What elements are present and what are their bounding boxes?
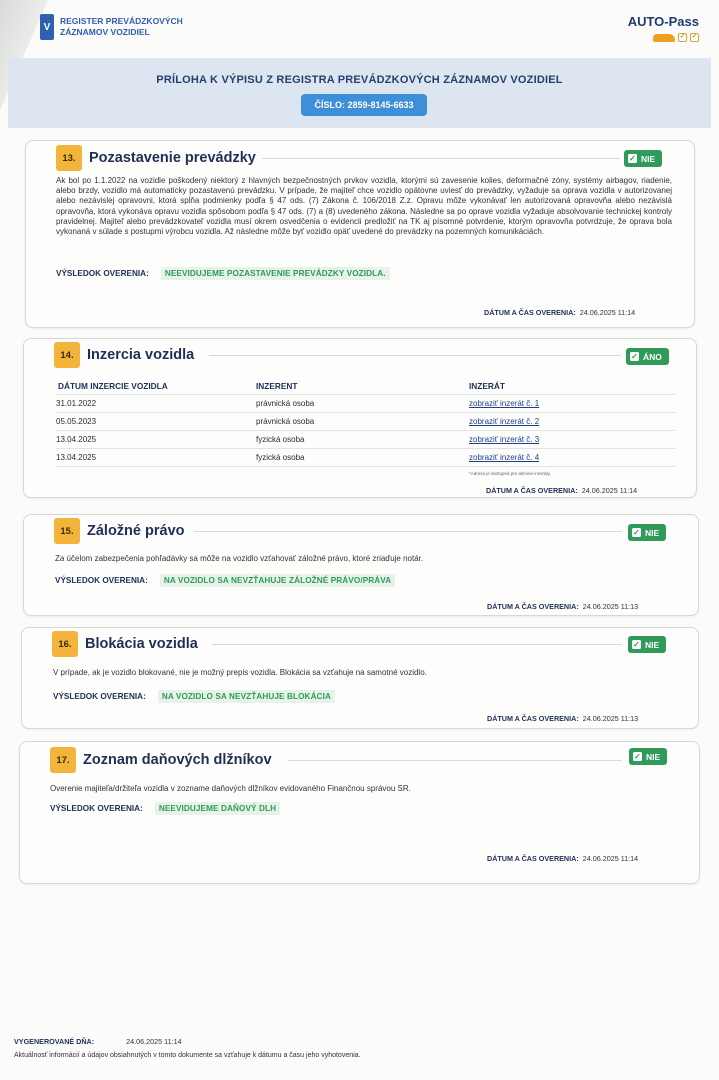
date-value: 24.06.2025 11:14 xyxy=(582,854,639,863)
result-label: VÝSLEDOK OVERENIA: xyxy=(53,692,146,701)
column-header-ad: INZERÁT xyxy=(469,381,505,391)
generated-label: VYGENEROVANÉ DŇA: xyxy=(14,1037,95,1046)
section-15-card xyxy=(23,514,699,616)
verification-datetime xyxy=(484,308,635,317)
brand-logo xyxy=(628,14,699,42)
brand-name: AUTO-Pass xyxy=(627,14,699,29)
verification-datetime xyxy=(486,486,637,495)
status-badge-label: NIE xyxy=(645,527,660,538)
section-title: Zoznam daňových dlžníkov xyxy=(83,752,272,768)
verification-result xyxy=(53,690,335,703)
checkbox-icon: ✓ xyxy=(691,33,698,40)
result-label: VÝSLEDOK OVERENIA: xyxy=(55,576,148,585)
generated-date xyxy=(14,1037,182,1046)
result-value: NEEVIDUJEME DAŇOVÝ DLH xyxy=(155,802,280,815)
result-value: NEEVIDUJEME POZASTAVENIE PREVÁDZKY VOZIDLA. xyxy=(161,267,390,280)
divider xyxy=(209,355,621,356)
check-icon: ✓ xyxy=(633,640,640,649)
date-label: DÁTUM A ČAS OVERENIA: xyxy=(487,854,579,863)
status-badge-label: NIE xyxy=(646,751,661,762)
section-17-header xyxy=(50,747,272,773)
status-badge xyxy=(624,150,662,167)
status-badge xyxy=(628,636,666,653)
table-header-row xyxy=(56,377,676,395)
date-label: DÁTUM A ČAS OVERENIA: xyxy=(487,714,579,723)
date-value: 24.06.2025 11:13 xyxy=(582,602,639,611)
status-badge xyxy=(628,524,666,541)
date-value: 24.06.2025 11:14 xyxy=(581,486,638,495)
section-title: Pozastavenie prevádzky xyxy=(89,150,256,166)
registry-name-line1: REGISTER PREVÁDZKOVÝCH xyxy=(60,16,183,26)
table-row xyxy=(56,431,676,449)
result-value: NA VOZIDLO SA NEVZŤAHUJE ZÁLOŽNÉ PRÁVO/PRÁVA xyxy=(160,574,395,587)
status-badge-label: ÁNO xyxy=(643,351,662,362)
view-ad-link[interactable]: zobraziť inzerát č. 4 xyxy=(469,453,540,462)
section-13-card xyxy=(25,140,695,328)
verification-result xyxy=(55,574,395,587)
section-number: 15. xyxy=(54,518,80,544)
ad-advertiser: právnická osoba xyxy=(256,399,315,408)
car-icon xyxy=(653,34,675,42)
view-ad-link[interactable]: zobraziť inzerát č. 2 xyxy=(469,417,540,426)
section-16-card xyxy=(21,627,699,729)
ad-date: 31.01.2022 xyxy=(56,399,97,408)
divider xyxy=(194,531,622,532)
column-header-date: DÁTUM INZERCIE VOZIDLA xyxy=(58,381,168,391)
section-number: 13. xyxy=(56,145,82,171)
verification-datetime xyxy=(487,602,638,611)
footer-note: Aktuálnosť informácií a údajov obsiahnutých v tomto dokumente sa vzťahuje k dátumu a času jeho vyhotovenia. xyxy=(14,1052,361,1059)
section-number: 17. xyxy=(50,747,76,773)
section-14-card xyxy=(23,338,697,498)
ad-date: 13.04.2025 xyxy=(56,453,97,462)
verification-result xyxy=(50,802,280,815)
verification-datetime xyxy=(487,854,638,863)
verification-datetime xyxy=(487,714,638,723)
divider xyxy=(288,760,622,761)
section-description: Overenie majiteľa/držiteľa vozidla v zozname daňových dlžníkov evidovaného Finančnou správou SR. xyxy=(50,784,411,793)
status-badge xyxy=(626,348,669,365)
document-banner xyxy=(8,58,711,128)
ad-date: 13.04.2025 xyxy=(56,435,97,444)
section-title: Inzercia vozidla xyxy=(87,347,195,363)
result-value: NA VOZIDLO SA NEVZŤAHUJE BLOKÁCIA xyxy=(158,690,335,703)
date-value: 24.06.2025 11:14 xyxy=(579,308,636,317)
date-value: 24.06.2025 11:13 xyxy=(582,714,639,723)
verification-result xyxy=(56,267,390,280)
document-title: PRÍLOHA K VÝPISU Z REGISTRA PREVÁDZKOVÝCH ZÁZNAMOV VOZIDIEL xyxy=(156,74,563,86)
generated-value: 24.06.2025 11:14 xyxy=(126,1037,182,1046)
divider xyxy=(212,644,622,645)
section-number: 14. xyxy=(54,342,80,368)
table-row xyxy=(56,413,676,431)
registry-logo xyxy=(40,14,183,40)
result-label: VÝSLEDOK OVERENIA: xyxy=(50,804,143,813)
table-footnote: *Adresa je dostupná pre aktívne inzeráty. xyxy=(469,471,551,476)
check-icon: ✓ xyxy=(631,352,638,361)
ad-advertiser: fyzická osoba xyxy=(256,435,305,444)
section-description: V prípade, ak je vozidlo blokované, nie je možný prepis vozidla. Blokácia sa vzťahuje na samotné vozidlo. xyxy=(53,668,427,677)
section-16-header xyxy=(52,631,198,657)
check-icon: ✓ xyxy=(634,752,641,761)
section-number: 16. xyxy=(52,631,78,657)
section-14-header xyxy=(54,342,194,368)
section-description: Ak bol po 1.1.2022 na vozidle poškodený niektorý z hlavných bezpečnostných prvkov vozidla, ktorými sú zavesenie kolies, deformačné zóny, systémy airbagov, riadenie, alebo brzdy, vozidlo má automaticky pozastavenú prevádzku. V prípade, že majiteľ chce vozidlo opätovne uviesť do prevádzky, vyžaduje sa oprava vozidla v autorizovanej alebo nezávislej opravovni, ktorá spĺňa podmienky podľa § 47 ods. (7) Zákona č. 106/2018 Z.z. Opravu môže vykonávať len autorizovaná opravovňa alebo nezávislá opravovňa, ktorá vykonáva opravu vozidla spôsobom podľa § 47 ods. (7) a (8) uvedeného zákona. Následne sa po oprave vozidla vyžaduje absolvovanie technickej kontroly pravidelnej. Majiteľ alebo prevádzkovateľ vozidla musí okrem osvedčenia o evidencii predložiť na TK aj písomné potvrdenie, ktorým opravovňa potvrdzuje, že oprava bola vykonaná v súlade s postupmi výrobcu vozidla. Až následne môže byť vozidlo opäť uvedené do prevádzky na pozemných komunikáciách. xyxy=(56,176,672,237)
column-header-advertiser: INZERENT xyxy=(256,381,298,391)
checkbox-icon: ✓ xyxy=(679,33,686,40)
section-13-header xyxy=(56,145,256,171)
status-badge xyxy=(629,748,667,765)
ad-advertiser: fyzická osoba xyxy=(256,453,305,462)
divider xyxy=(262,158,620,159)
date-label: DÁTUM A ČAS OVERENIA: xyxy=(486,486,578,495)
date-label: DÁTUM A ČAS OVERENIA: xyxy=(484,308,576,317)
section-title: Záložné právo xyxy=(87,523,185,539)
date-label: DÁTUM A ČAS OVERENIA: xyxy=(487,602,579,611)
section-title: Blokácia vozidla xyxy=(85,636,198,652)
result-label: VÝSLEDOK OVERENIA: xyxy=(56,269,149,278)
status-badge-label: NIE xyxy=(641,153,656,164)
document-number: ČÍSLO: 2859-8145-6633 xyxy=(301,94,427,116)
ad-date: 05.05.2023 xyxy=(56,417,97,426)
table-row xyxy=(56,395,676,413)
view-ad-link[interactable]: zobraziť inzerát č. 1 xyxy=(469,399,540,408)
section-15-header xyxy=(54,518,185,544)
check-icon: ✓ xyxy=(629,154,636,163)
registry-mark-icon: V xyxy=(40,14,54,40)
section-17-card xyxy=(19,741,700,884)
view-ad-link[interactable]: zobraziť inzerát č. 3 xyxy=(469,435,540,444)
registry-name-line2: ZÁZNAMOV VOZIDIEL xyxy=(60,27,150,37)
status-badge-label: NIE xyxy=(645,639,660,650)
section-description: Za účelom zabezpečenia pohľadávky sa môže na vozidlo vzťahovať záložné právo, ktoré zriaďuje notár. xyxy=(55,554,424,563)
ad-advertiser: právnická osoba xyxy=(256,417,315,426)
table-row xyxy=(56,449,676,467)
check-icon: ✓ xyxy=(633,528,640,537)
